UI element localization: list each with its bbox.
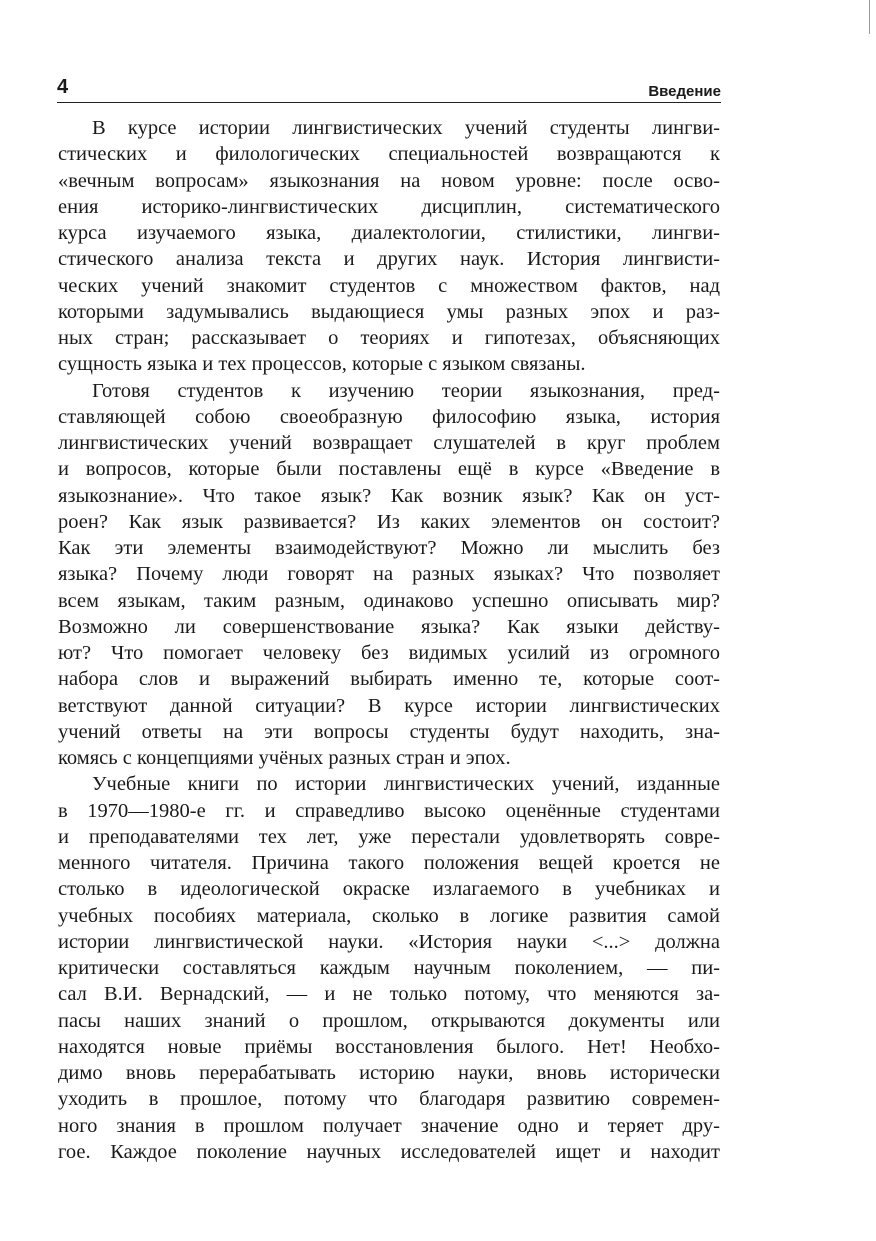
paragraph [58, 378, 720, 772]
text-line: критически составляться каждым научным поколением, — пи- [58, 957, 720, 979]
paragraph [58, 115, 720, 378]
text-line: которыми задумывались выдающиеся умы разных эпох и раз- [58, 300, 720, 323]
text-line: учебных пособиях материала, сколько в логике развития самой [58, 904, 720, 927]
text-line: уходить в прошлое, потому что благодаря развитию современ- [58, 1088, 720, 1111]
text-line: ческих учений знакомит студентов с множеством фактов, над [58, 274, 720, 297]
text-line: учений ответы на эти вопросы студенты будут находить, зна- [58, 720, 720, 743]
text-line: пасы наших знаний о прошлом, открываются документы или [58, 1009, 720, 1032]
page-number: 4 [57, 76, 69, 98]
text-line: ветствуют данной ситуации? В курсе истории лингвистических [58, 694, 720, 717]
text-line: столько в идеологической окраске излагаемого в учебниках и [58, 878, 720, 901]
text-line: набора слов и выражений выбирать именно те, которые соот- [58, 668, 720, 691]
text-line: В курсе истории лингвистических учений студенты лингви- [92, 117, 720, 139]
text-line: в 1970—1980-е гг. и справедливо высоко оценённые студентами [58, 799, 720, 822]
text-line: комясь с концепциями учёных разных стран и эпох. [58, 747, 511, 769]
text-line: менного читателя. Причина такого положения вещей кроется не [58, 852, 720, 874]
text-line: ения историко-лингвистических дисциплин, систематического [58, 195, 720, 218]
text-line: сущность языка и тех процессов, которые с языком связаны. [58, 353, 586, 376]
text-line: Учебные книги по истории лингвистических учений, изданные [92, 773, 720, 796]
text-line: ставляющей собою своеобразную философию языка, история [58, 405, 720, 428]
text-line: «вечным вопросам» языкознания на новом уровне: после осво- [58, 169, 720, 192]
text-line: и вопросов, которые были поставлены ещё в курсе «Введение в [58, 458, 720, 481]
text-line: ных стран; рассказывает о теориях и гипотезах, объясняющих [58, 327, 720, 349]
text-line: Возможно ли совершенствование языка? Как языки действу- [58, 615, 720, 638]
text-line: роен? Как язык развивается? Из каких элементов он состоит? [58, 510, 720, 533]
text-line: Готовя студентов к изучению теории языкознания, пред- [92, 379, 720, 402]
text-line: курса изучаемого языка, диалектологии, стилистики, лингви- [58, 222, 720, 244]
text-line: стических и филологических специальностей возвращаются к [58, 143, 720, 166]
running-header [57, 72, 721, 103]
text-line: Как эти элементы взаимодействуют? Можно ли мыслить без [58, 537, 720, 559]
text-line: гое. Каждое поколение научных исследователей ищет и находит [58, 1140, 720, 1163]
text-line: ют? Что помогает человеку без видимых усилий из огромного [58, 642, 720, 664]
text-line: и преподавателями тех лет, уже перестали удовлетворять совре- [58, 825, 720, 848]
text-line: сал В.И. Вернадский, — и не только потому, что меняются за- [58, 983, 720, 1006]
text-line: димо вновь перерабатывать историю науки, вновь исторически [58, 1062, 720, 1084]
page-edge-line [869, 0, 870, 34]
section-title: Введение [648, 83, 721, 100]
text-line: стического анализа текста и других наук. История лингвисти- [58, 248, 720, 271]
body-text [58, 115, 720, 1165]
paragraphs-container [58, 115, 720, 1165]
text-line: языкознание». Что такое язык? Как возник язык? Как он уст- [58, 484, 720, 507]
text-line: ного знания в прошлом получает значение одно и теряет дру- [58, 1114, 720, 1137]
text-line: лингвистических учений возвращает слушателей в круг проблем [58, 432, 720, 454]
paragraph [58, 771, 720, 1165]
text-line: истории лингвистической науки. «История науки <...> должна [58, 930, 720, 953]
text-line: всем языкам, таким разным, одинаково успешно описывать мир? [58, 589, 720, 612]
text-line: находятся новые приёмы восстановления былого. Нет! Необхо- [58, 1035, 720, 1058]
text-line: языка? Почему люди говорят на разных языках? Что позволяет [58, 563, 720, 586]
